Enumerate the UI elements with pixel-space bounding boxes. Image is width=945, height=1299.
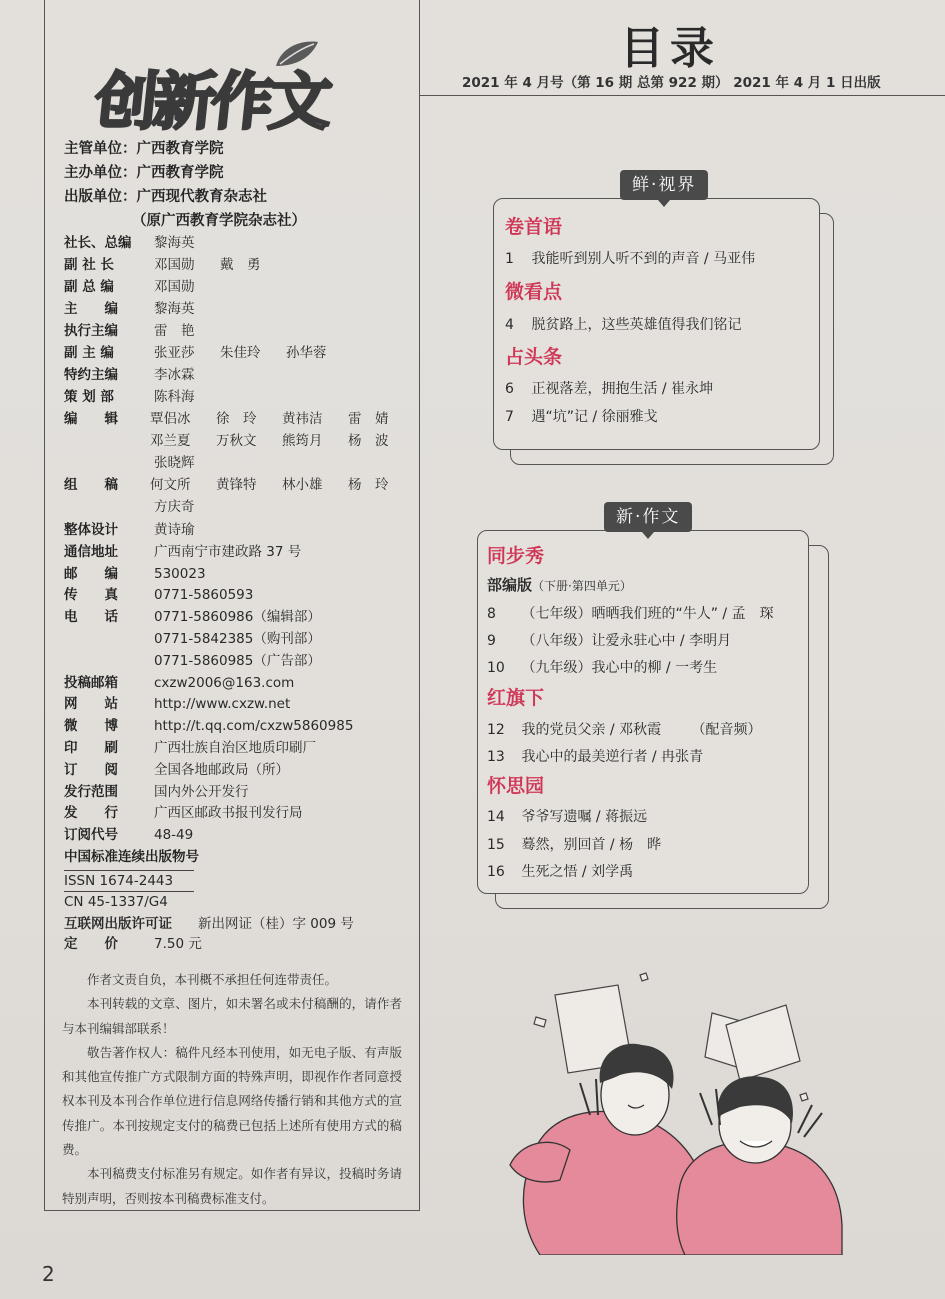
contact-info-list: [64, 520, 414, 869]
staff-name: 万秋文: [216, 433, 257, 449]
staff-row: [64, 364, 414, 386]
toc-item[interactable]: 13 我心中的最美逆行者 / 冉张青: [487, 749, 704, 765]
info-value: 广西区邮政书报刊发行局: [154, 805, 303, 822]
publisher-line: 出版单位：广西现代教育杂志社: [64, 189, 267, 205]
toc-item[interactable]: 10 （九年级）我心中的柳 / 一考生: [487, 660, 718, 676]
staff-role: 执行主编: [64, 323, 118, 339]
page-no: 4: [505, 317, 514, 333]
staff-row: [64, 408, 414, 430]
info-value: 0771-5860985（广告部）: [154, 652, 321, 669]
price-value: 7.50 元: [154, 936, 202, 952]
staff-name: 朱佳玲: [220, 345, 261, 361]
info-row: [64, 825, 414, 847]
article-author: 一考生: [675, 660, 718, 676]
staff-name: 杨 玲: [348, 477, 389, 493]
publisher-info: [64, 137, 306, 233]
info-value: 全国各地邮政局（所）: [154, 761, 289, 778]
staff-name: 黄锋特: [216, 477, 257, 493]
info-row: [64, 673, 414, 695]
notice-paragraph: 敬告著作权人：稿件凡经本刊使用，如无电子版、有声版和其他宣传推广方式限制方面的特殊声明，即视作作者同意授权本刊及本刊合作单位进行信息网络传播行销和其他方式的宣传推广。本刊按规定支付的稿费已包括上述所有使用方式的稿费。: [62, 1044, 402, 1158]
info-label: 微 博: [64, 718, 118, 735]
info-label: 整体设计: [64, 522, 118, 538]
info-label: 印 刷: [64, 739, 118, 756]
logo-text: 创新作文: [91, 65, 332, 138]
info-row: [64, 716, 414, 738]
page-no: 7: [505, 409, 514, 425]
info-label: 订阅代号: [64, 827, 118, 844]
toc-item[interactable]: 7 遇“坑”记 / 徐丽雅戈: [505, 409, 658, 425]
leaf-icon: [272, 38, 320, 70]
article-title: 爷爷写遗嘱: [521, 809, 592, 825]
staff-row: [64, 320, 414, 342]
info-value: 48-49: [154, 827, 194, 844]
subhead-note: （下册·第四单元）: [532, 579, 632, 593]
staff-row: [64, 342, 414, 364]
staff-role: 社长、总编: [64, 235, 132, 251]
staff-role: 副 社 长: [64, 257, 114, 273]
info-row: [64, 803, 414, 825]
info-label: 电 话: [64, 609, 118, 626]
page-no: 16: [487, 864, 505, 880]
article-author: 杨 晔: [619, 837, 662, 853]
article-title: 蓦然，别回首: [521, 837, 606, 853]
toc-item[interactable]: 15 蓦然，别回首 / 杨 晔: [487, 837, 662, 853]
staff-row: [64, 254, 414, 276]
article-author: 李明月: [689, 633, 732, 649]
license-label: 互联网出版许可证: [64, 916, 172, 932]
issn-block: [64, 870, 354, 954]
article-title: （七年级）晒晒我们班的“牛人”: [521, 606, 718, 622]
header-rule: [420, 95, 945, 96]
section-tab-xinzuowen: 新·作文: [604, 502, 692, 532]
staff-role: 编 辑: [64, 411, 118, 427]
price-label: 定 价: [64, 936, 118, 952]
page-no: 13: [487, 749, 505, 765]
page-no: 9: [487, 633, 496, 649]
staff-row: [64, 452, 414, 474]
category-hongqixia: 红旗下: [487, 687, 545, 709]
toc-title: 目录: [620, 23, 720, 74]
article-author: 蒋振远: [605, 809, 648, 825]
page-number: 2: [42, 1262, 55, 1286]
info-value: 广西南宁市建政路 37 号: [154, 543, 302, 560]
toc-item[interactable]: 12 我的党员父亲 / 邓秋霞 （配音频）: [487, 722, 762, 738]
info-row: [64, 607, 414, 629]
staff-role: 组 稿: [64, 477, 118, 493]
info-row: [64, 782, 414, 804]
info-value: http://t.qq.com/cxzw5860985: [154, 718, 354, 735]
category-zhantoutiao: 占头条: [505, 346, 563, 368]
info-label: 发行范围: [64, 783, 118, 800]
info-value: cxzw2006@163.com: [154, 674, 295, 691]
staff-name: 邓国勋: [154, 257, 195, 273]
staff-list: [64, 232, 414, 518]
info-label: 网 站: [64, 696, 118, 713]
notice-paragraph: 本刊稿费支付标准另有规定。如作者有异议，投稿时务请特别声明，否则按本刊稿费标准支付。: [62, 1166, 402, 1206]
license-value: 新出网证（桂）字 009 号: [198, 916, 354, 932]
toc-item[interactable]: 8 （七年级）晒晒我们班的“牛人” / 孟 琛: [487, 606, 774, 622]
category-juanshouyu: 卷首语: [505, 216, 563, 238]
copyright-notice: [62, 968, 402, 1211]
subhead-label: 部编版: [487, 576, 533, 594]
info-label: 发 行: [64, 805, 118, 822]
staff-name: 戴 勇: [220, 257, 261, 273]
staff-role: 副 总 编: [64, 279, 114, 295]
info-value: 530023: [154, 565, 206, 582]
staff-name: 林小雄: [282, 477, 323, 493]
info-label: 中国标准连续出版物号: [64, 848, 199, 865]
page-no: 1: [505, 251, 514, 267]
staff-row: [64, 496, 414, 518]
info-label: 邮 编: [64, 565, 118, 582]
info-label: [64, 651, 154, 673]
article-title: 我的党员父亲: [521, 722, 606, 738]
paper-icon: [726, 1005, 800, 1081]
staff-name: 黎海英: [154, 235, 195, 251]
info-row: [64, 564, 414, 586]
toc-item[interactable]: 1 我能听到别人听不到的声音 / 马亚伟: [505, 251, 756, 267]
info-row: [64, 542, 414, 564]
page-no: 8: [487, 606, 496, 622]
staff-name: 黎海英: [154, 301, 195, 317]
info-row: [64, 585, 414, 607]
toc-item[interactable]: 6 正视落差，拥抱生活 / 崔永坤: [505, 381, 714, 397]
article-author: 崔永坤: [671, 381, 714, 397]
info-row: [64, 520, 414, 542]
subhead-bubianban: [487, 574, 632, 595]
info-value: 0771-5860986（编辑部）: [154, 609, 321, 626]
info-value: 黄诗瑜: [154, 522, 195, 538]
staff-name: 雷 艳: [154, 323, 195, 339]
article-title: （九年级）我心中的柳: [521, 660, 662, 676]
info-label: 传 真: [64, 587, 118, 604]
staff-name: 邓兰夏: [150, 433, 191, 449]
staff-role: [64, 452, 154, 474]
staff-role: 策 划 部: [64, 389, 114, 405]
info-row: [64, 651, 414, 673]
article-title: （八年级）让爱永驻心中: [521, 633, 676, 649]
info-value: 0771-5842385（购刊部）: [154, 630, 321, 647]
staff-name: 李冰霖: [154, 367, 195, 383]
section-tab-xianshijie: 鲜·视界: [620, 170, 708, 200]
staff-name: 徐 玲: [216, 411, 257, 427]
article-title: 脱贫路上，这些英雄值得我们铭记: [531, 317, 742, 333]
info-row: [64, 629, 414, 651]
staff-name: 覃侣冰: [150, 411, 191, 427]
info-row: [64, 694, 414, 716]
staff-role: [64, 430, 150, 452]
toc-item[interactable]: [505, 314, 741, 334]
staff-role: [64, 496, 154, 518]
notice-paragraph: 作者文责自负，本刊概不承担任何连带责任。: [87, 972, 338, 987]
staff-name: 何文所: [150, 477, 191, 493]
staff-row: [64, 298, 414, 320]
info-row: [64, 847, 414, 869]
staff-name: 熊筠月: [282, 433, 323, 449]
info-row: [64, 738, 414, 760]
category-tongbuxiu: 同步秀: [487, 545, 545, 567]
issn: ISSN 1674-2443: [64, 873, 174, 889]
staff-role: 主 编: [64, 301, 118, 317]
article-author: 邓秋霞: [619, 722, 662, 738]
magazine-logo: [91, 46, 336, 138]
article-author: 冉张青: [661, 749, 704, 765]
publisher-line: （原广西教育学院杂志社）: [132, 213, 306, 229]
article-author: 马亚伟: [713, 251, 756, 267]
staff-name: 邓国勋: [154, 279, 195, 295]
staff-name: 张晓辉: [154, 455, 195, 471]
staff-role: 副 主 编: [64, 345, 114, 361]
staff-row: [64, 386, 414, 408]
audio-note: （配音频）: [691, 722, 762, 738]
article-title: 遇“坑”记: [531, 409, 588, 425]
page-no: 10: [487, 660, 505, 676]
staff-row: [64, 430, 414, 452]
page-no: 6: [505, 381, 514, 397]
info-value: 国内外公开发行: [154, 783, 249, 800]
info-label: 投稿邮箱: [64, 674, 118, 691]
page-no: 15: [487, 837, 505, 853]
info-value: http://www.cxzw.net: [154, 696, 291, 713]
page-no: 14: [487, 809, 505, 825]
toc-item[interactable]: 16 生死之悟 / 刘学禹: [487, 864, 634, 880]
article-author: 刘学禹: [591, 864, 634, 880]
toc-item[interactable]: 9 （八年级）让爱永驻心中 / 李明月: [487, 633, 732, 649]
staff-name: 雷 婧: [348, 411, 389, 427]
article-title: 生死之悟: [521, 864, 578, 880]
staff-row: [64, 276, 414, 298]
article-title: 我心中的最美逆行者: [521, 749, 648, 765]
category-weikandian: 微看点: [505, 281, 563, 303]
staff-row: [64, 474, 414, 496]
staff-name: 张亚莎: [154, 345, 195, 361]
info-value: 广西壮族自治区地质印刷厂: [154, 739, 316, 756]
issue-info: 2021 年 4 月号（第 16 期 总第 922 期） 2021 年 4 月 1 日出版: [462, 75, 881, 91]
students-illustration: [500, 965, 845, 1255]
info-label: 订 阅: [64, 761, 118, 778]
article-title: 我能听到别人听不到的声音: [531, 251, 700, 267]
info-label: [64, 629, 154, 651]
staff-row: [64, 232, 414, 254]
staff-name: 黄祎洁: [282, 411, 323, 427]
staff-role: 特约主编: [64, 367, 118, 383]
staff-name: 孙华蓉: [286, 345, 327, 361]
page-no: 12: [487, 722, 505, 738]
notice-paragraph: 本刊转载的文章、图片，如未署名或未付稿酬的，请作者与本刊编辑部联系！: [62, 996, 402, 1036]
article-author: 孟 琛: [731, 606, 774, 622]
staff-name: 杨 波: [348, 433, 389, 449]
article-title: 正视落差，拥抱生活: [531, 381, 658, 397]
cn-number: CN 45-1337/G4: [64, 894, 168, 910]
article-author: 徐丽雅戈: [601, 409, 658, 425]
publisher-line: 主办单位：广西教育学院: [64, 165, 224, 181]
info-value: 0771-5860593: [154, 587, 254, 604]
info-row: [64, 760, 414, 782]
staff-name: 陈科海: [154, 389, 195, 405]
toc-item[interactable]: 14 爷爷写遗嘱 / 蒋振远: [487, 809, 648, 825]
info-label: 通信地址: [64, 543, 118, 560]
staff-name: 方庆奇: [154, 499, 195, 515]
category-huaisiyuan: 怀思园: [487, 775, 545, 797]
publisher-line: 主管单位：广西教育学院: [64, 141, 224, 157]
